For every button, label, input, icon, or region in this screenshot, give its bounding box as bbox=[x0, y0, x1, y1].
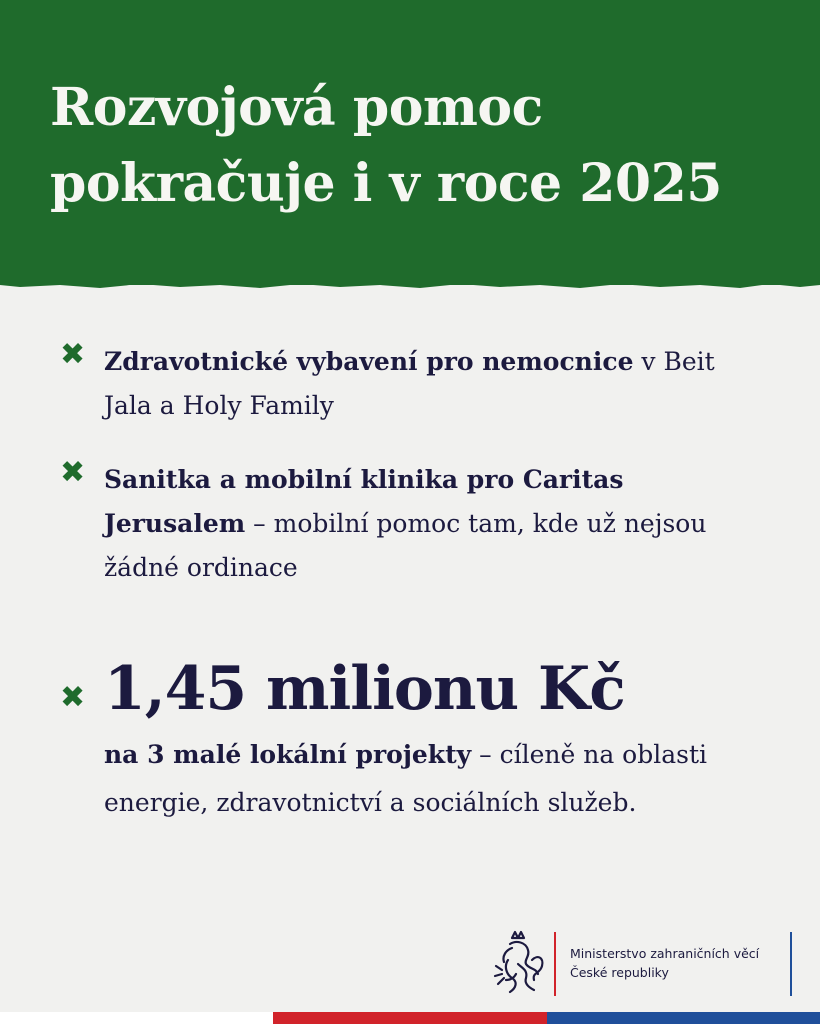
page-title bbox=[50, 70, 790, 222]
czech-lion-icon bbox=[492, 930, 548, 998]
bullet-rest: – cíleně na oblasti energie, zdravotnictví a sociálních služeb. bbox=[104, 740, 707, 817]
bullet-bold: na 3 malé lokální projekty bbox=[104, 740, 472, 769]
ministry-name bbox=[570, 944, 785, 982]
divider-red bbox=[554, 932, 556, 996]
bullet-bold: Sanitka a mobilní klinika pro Caritas Jerusalem bbox=[104, 465, 624, 538]
flag-stripe-blue bbox=[547, 1012, 820, 1024]
x-mark-icon: ✖ bbox=[60, 680, 86, 715]
bullet-rest: – mobilní pomoc tam, kde už nejsou žádné ordinace bbox=[104, 509, 707, 582]
title-line-1: Rozvojová pomoc bbox=[50, 77, 543, 138]
bullet-text bbox=[104, 731, 784, 827]
divider-blue bbox=[790, 932, 792, 996]
bullet-rest: v Beit Jala a Holy Family bbox=[104, 347, 715, 420]
bullet-text bbox=[104, 458, 764, 590]
flag-stripe-white bbox=[0, 1012, 273, 1024]
torn-edge bbox=[0, 280, 820, 292]
ministry-logo bbox=[490, 928, 810, 1000]
header-banner bbox=[0, 0, 820, 285]
funding-amount: 1,45 milionu Kč bbox=[104, 654, 625, 724]
bullet-bold: Zdravotnické vybavení pro nemocnice bbox=[104, 347, 634, 376]
ministry-name-line-2: České republiky bbox=[570, 965, 669, 980]
title-line-2: pokračuje i v roce 2025 bbox=[50, 153, 722, 214]
flag-stripe-red bbox=[273, 1012, 547, 1024]
ministry-name-line-1: Ministerstvo zahraničních věcí bbox=[570, 946, 760, 961]
x-mark-icon: ✖ bbox=[60, 455, 86, 490]
bullet-text bbox=[104, 340, 764, 428]
x-mark-icon: ✖ bbox=[60, 337, 86, 372]
